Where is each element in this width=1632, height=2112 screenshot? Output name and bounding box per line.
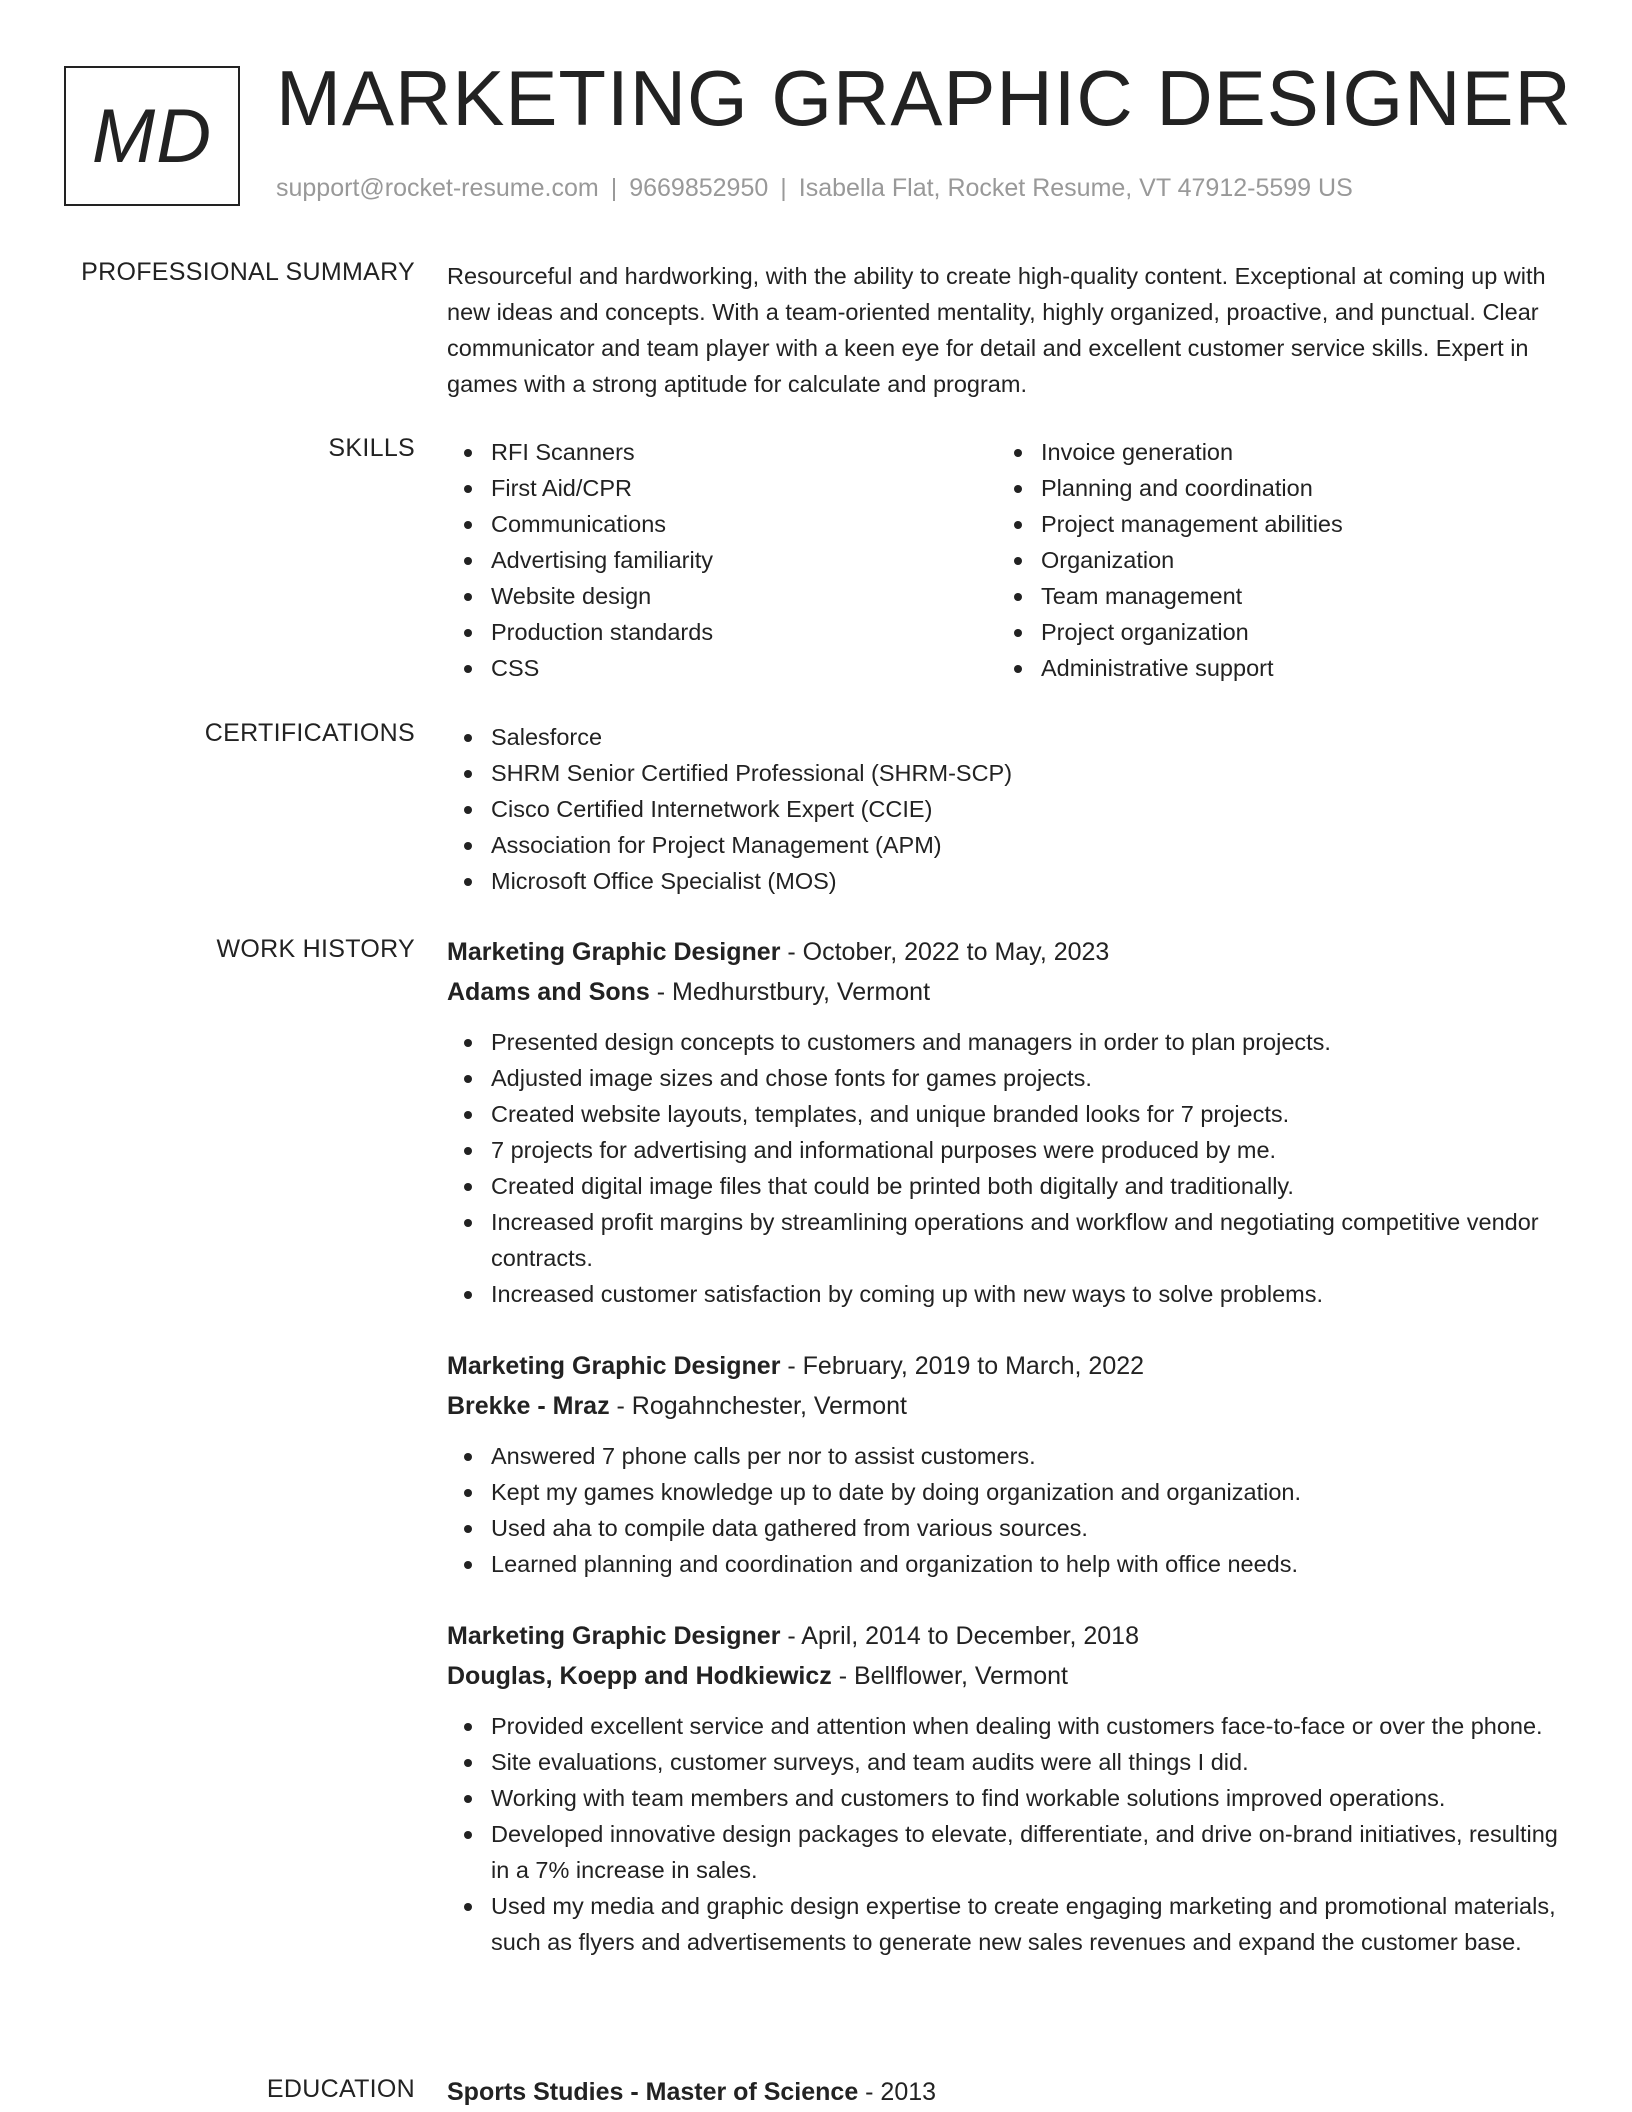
contact-line [276, 174, 1353, 203]
job-duty-item: Adjusted image sizes and chose fonts for games projects. [447, 1060, 1567, 1096]
contact-email: support@rocket-resume.com [276, 174, 599, 202]
job-duty-item: Working with team members and customers to find workable solutions improved operations. [447, 1780, 1567, 1816]
job-entry [447, 1346, 1567, 1582]
skill-item: Administrative support [997, 650, 1547, 686]
certifications-list [447, 719, 1567, 899]
job-dates: - April, 2014 to December, 2018 [780, 1622, 1139, 1650]
skill-item: Website design [447, 578, 997, 614]
job-duties-list [447, 1024, 1567, 1312]
job-entry [447, 932, 1567, 1312]
certification-item: Association for Project Management (APM) [447, 827, 1567, 863]
job-title-line [447, 1346, 1567, 1386]
skill-item: Production standards [447, 614, 997, 650]
education-label: EDUCATION [266, 2075, 415, 2103]
skill-item: First Aid/CPR [447, 470, 997, 506]
job-duty-item: Created digital image files that could be printed both digitally and traditionally. [447, 1168, 1567, 1204]
job-duty-item: Kept my games knowledge up to date by doing organization and organization. [447, 1474, 1567, 1510]
job-location: - Bellflower, Vermont [831, 1662, 1068, 1690]
skill-item: Team management [997, 578, 1547, 614]
work-history-label: WORK HISTORY [216, 935, 415, 963]
certifications-label: CERTIFICATIONS [204, 719, 415, 747]
job-location: - Medhurstbury, Vermont [649, 978, 931, 1006]
education-year: - 2013 [858, 2078, 937, 2106]
job-duty-item: Developed innovative design packages to elevate, differentiate, and drive on-brand initiatives, resulting in a 7% increase in sales. [447, 1816, 1567, 1888]
job-title: Marketing Graphic Designer [447, 1622, 781, 1650]
job-duties-list [447, 1708, 1567, 1960]
certification-item: Cisco Certified Internetwork Expert (CCIE) [447, 791, 1567, 827]
skills-list-left [447, 434, 997, 686]
job-dates: - February, 2019 to March, 2022 [780, 1352, 1145, 1380]
skill-item: Planning and coordination [997, 470, 1547, 506]
certification-item: Salesforce [447, 719, 1567, 755]
certification-item: SHRM Senior Certified Professional (SHRM-SCP) [447, 755, 1567, 791]
job-location: - Rogahnchester, Vermont [609, 1392, 907, 1420]
job-company: Douglas, Koepp and Hodkiewicz [447, 1662, 832, 1690]
job-entry [447, 1616, 1567, 1960]
skill-item: Communications [447, 506, 997, 542]
certification-item: Microsoft Office Specialist (MOS) [447, 863, 1567, 899]
job-title-line [447, 932, 1567, 972]
job-title: Marketing Graphic Designer [447, 938, 781, 966]
job-duty-item: Created website layouts, templates, and unique branded looks for 7 projects. [447, 1096, 1567, 1132]
education-entry [447, 2072, 1567, 2112]
skill-item: Project management abilities [997, 506, 1547, 542]
skill-item: CSS [447, 650, 997, 686]
summary-label: PROFESSIONAL SUMMARY [81, 258, 415, 286]
job-company: Adams and Sons [447, 978, 650, 1006]
skill-item: Project organization [997, 614, 1547, 650]
job-duty-item: Answered 7 phone calls per nor to assist customers. [447, 1438, 1567, 1474]
job-company-line [447, 1656, 1567, 1696]
contact-separator: | [780, 174, 787, 202]
education-body [447, 2072, 1567, 2112]
job-title-line [447, 1616, 1567, 1656]
job-duty-item: Site evaluations, customer surveys, and team audits were all things I did. [447, 1744, 1567, 1780]
monogram-logo: MD [64, 66, 240, 206]
skill-item: Advertising familiarity [447, 542, 997, 578]
job-duty-item: Provided excellent service and attention when dealing with customers face-to-face or over the phone. [447, 1708, 1567, 1744]
job-duty-item: Increased profit margins by streamlining operations and workflow and negotiating competitive vendor contracts. [447, 1204, 1567, 1276]
certifications-body [447, 719, 1567, 899]
job-duty-item: Presented design concepts to customers and managers in order to plan projects. [447, 1024, 1567, 1060]
contact-address: Isabella Flat, Rocket Resume, VT 47912-5599 US [798, 174, 1353, 202]
summary-text: Resourceful and hardworking, with the ability to create high-quality content. Exceptional at coming up with new ideas and concepts. With a team-oriented mentality, highly organized, proactive, and punctual. Clear communicator and team player with a keen eye for detail and excellent customer service skills. Expert in games with a strong aptitude for calculate and program. [447, 263, 1546, 397]
skills-label: SKILLS [328, 434, 415, 462]
job-duty-item: Learned planning and coordination and organization to help with office needs. [447, 1546, 1567, 1582]
contact-separator: | [610, 174, 618, 202]
skill-item: RFI Scanners [447, 434, 997, 470]
work-history-body [447, 932, 1567, 1994]
job-company-line [447, 972, 1567, 1012]
job-company: Brekke - Mraz [447, 1392, 610, 1420]
skills-list-right [997, 434, 1547, 686]
job-duty-item: 7 projects for advertising and informational purposes were produced by me. [447, 1132, 1567, 1168]
job-dates: - October, 2022 to May, 2023 [780, 938, 1110, 966]
skill-item: Organization [997, 542, 1547, 578]
skills-body [447, 434, 1567, 686]
job-company-line [447, 1386, 1567, 1426]
skill-item: Invoice generation [997, 434, 1547, 470]
job-duties-list [447, 1438, 1567, 1582]
job-title: Marketing Graphic Designer [447, 1352, 781, 1380]
contact-phone: 9669852950 [629, 174, 769, 202]
education-degree: Sports Studies - Master of Science [447, 2078, 859, 2106]
resume-title: MARKETING GRAPHIC DESIGNER [276, 54, 1572, 142]
job-duty-item: Increased customer satisfaction by coming up with new ways to solve problems. [447, 1276, 1567, 1312]
job-duty-item: Used aha to compile data gathered from various sources. [447, 1510, 1567, 1546]
summary-body [447, 258, 1567, 402]
job-duty-item: Used my media and graphic design expertise to create engaging marketing and promotional materials, such as flyers and advertisements to generate new sales revenues and expand the customer base. [447, 1888, 1567, 1960]
